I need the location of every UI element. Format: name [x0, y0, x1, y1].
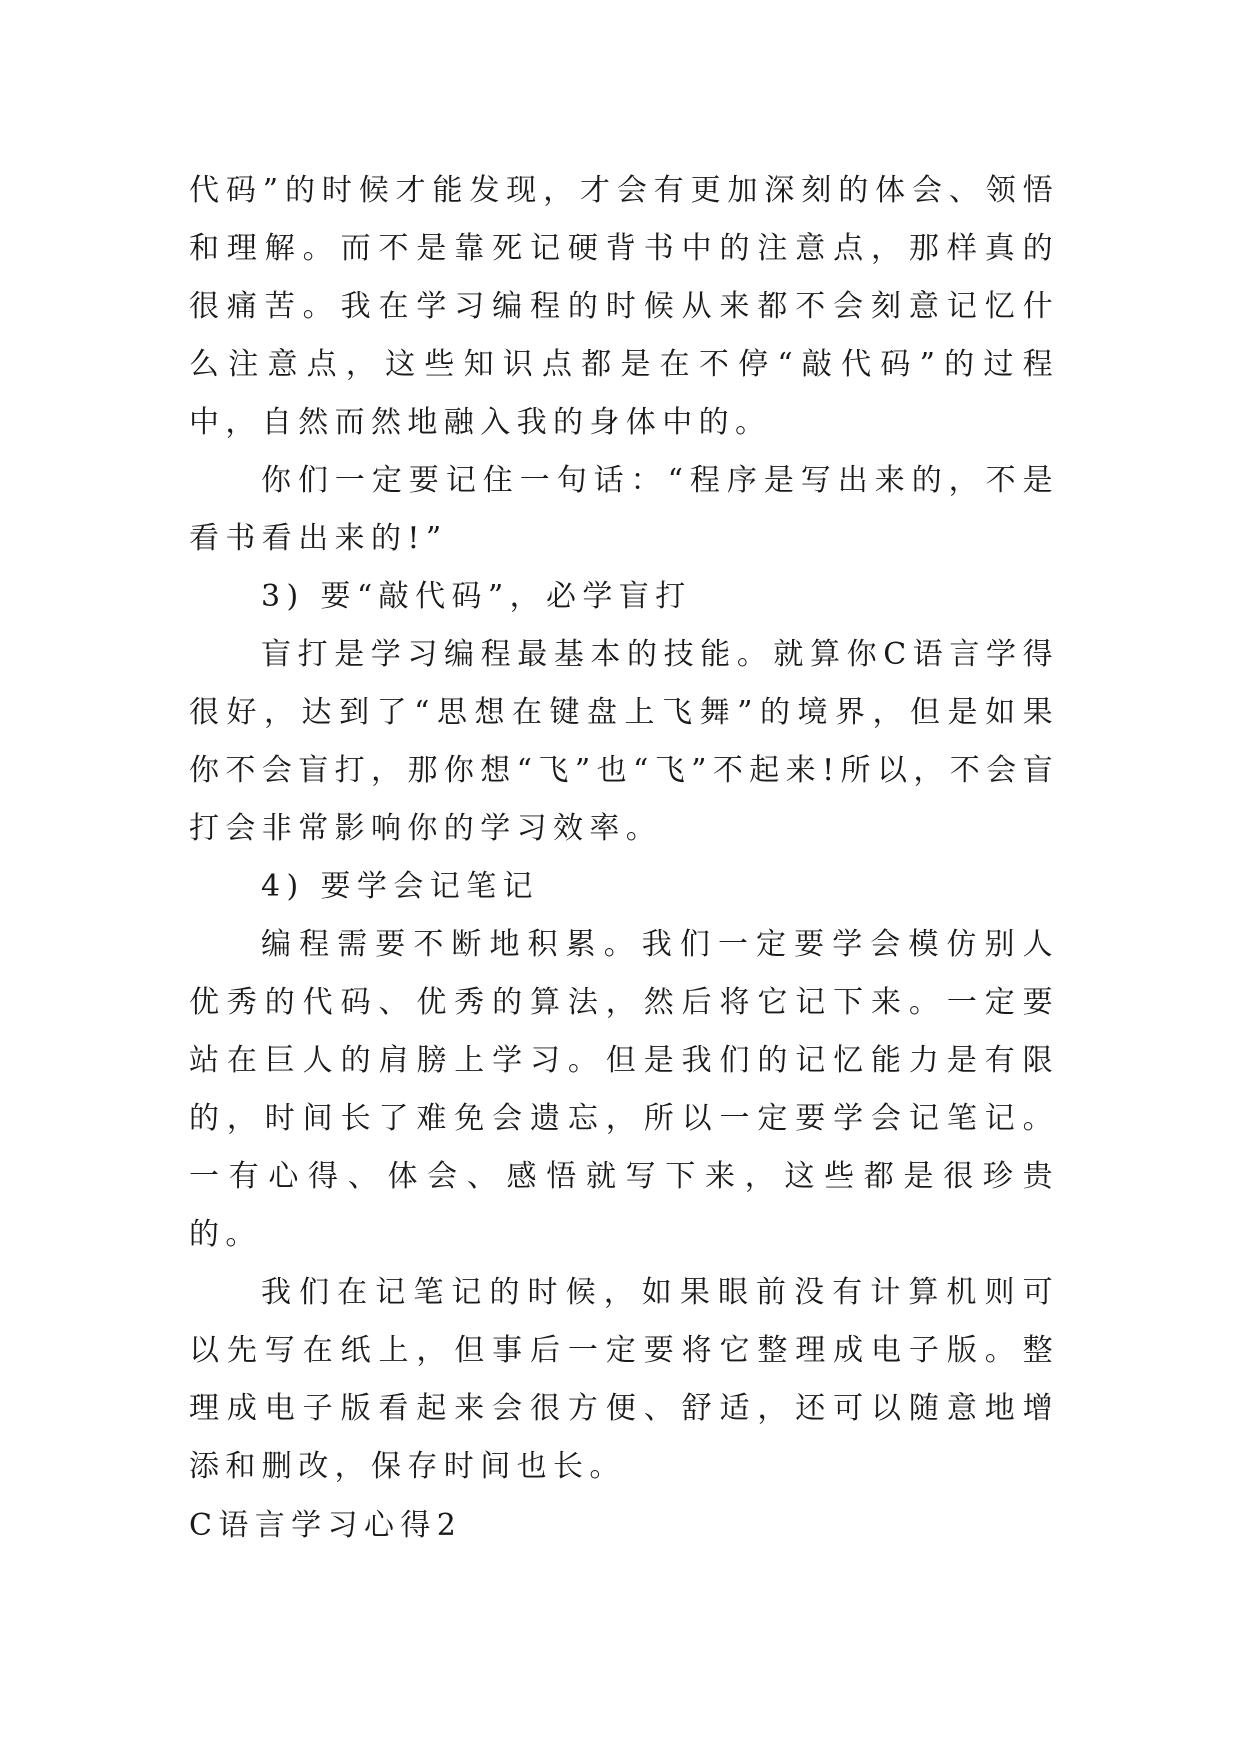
subheading-take-notes: 4) 要学会记笔记: [261, 869, 539, 904]
document-body: [189, 162, 1059, 1496]
subheading-blind-typing: 3) 要“敲代码”，必学盲打: [261, 579, 692, 614]
paragraph-electronic-notes: 我们在记笔记的时候，如果眼前没有计算机则可以先写在纸上，但事后一定要将它整理成电子版。整理成电子版看起来会很方便、舒适，还可以随意地增添和删改，保存时间也长。: [189, 1275, 1059, 1484]
paragraph-blind-typing: 盲打是学习编程最基本的技能。就算你C语言学得很好，达到了“思想在键盘上飞舞”的境界，但是如果你不会盲打，那你想“飞”也“飞”不起来!所以，不会盲打会非常影响你的学习效率。: [189, 637, 1059, 846]
paragraph-accumulate-notes: 编程需要不断地积累。我们一定要学会模仿别人优秀的代码、优秀的算法，然后将它记下来。一定要站在巨人的肩膀上学习。但是我们的记忆能力是有限的，时间长了难免会遗忘，所以一定要学会记笔记。一有心得、体会、感悟就写下来，这些都是很珍贵的。: [189, 927, 1059, 1252]
paragraph-remember-quote: 你们一定要记住一句话：“程序是写出来的，不是看书看出来的!”: [189, 463, 1059, 556]
section-title: C语言学习心得2: [189, 1508, 463, 1543]
paragraph-understanding: 代码”的时候才能发现，才会有更加深刻的体会、领悟和理解。而不是靠死记硬背书中的注意点，那样真的很痛苦。我在学习编程的时候从来都不会刻意记忆什么注意点，这些知识点都是在不停“敲代码”的过程中，自然而然地融入我的身体中的。: [189, 173, 1059, 440]
